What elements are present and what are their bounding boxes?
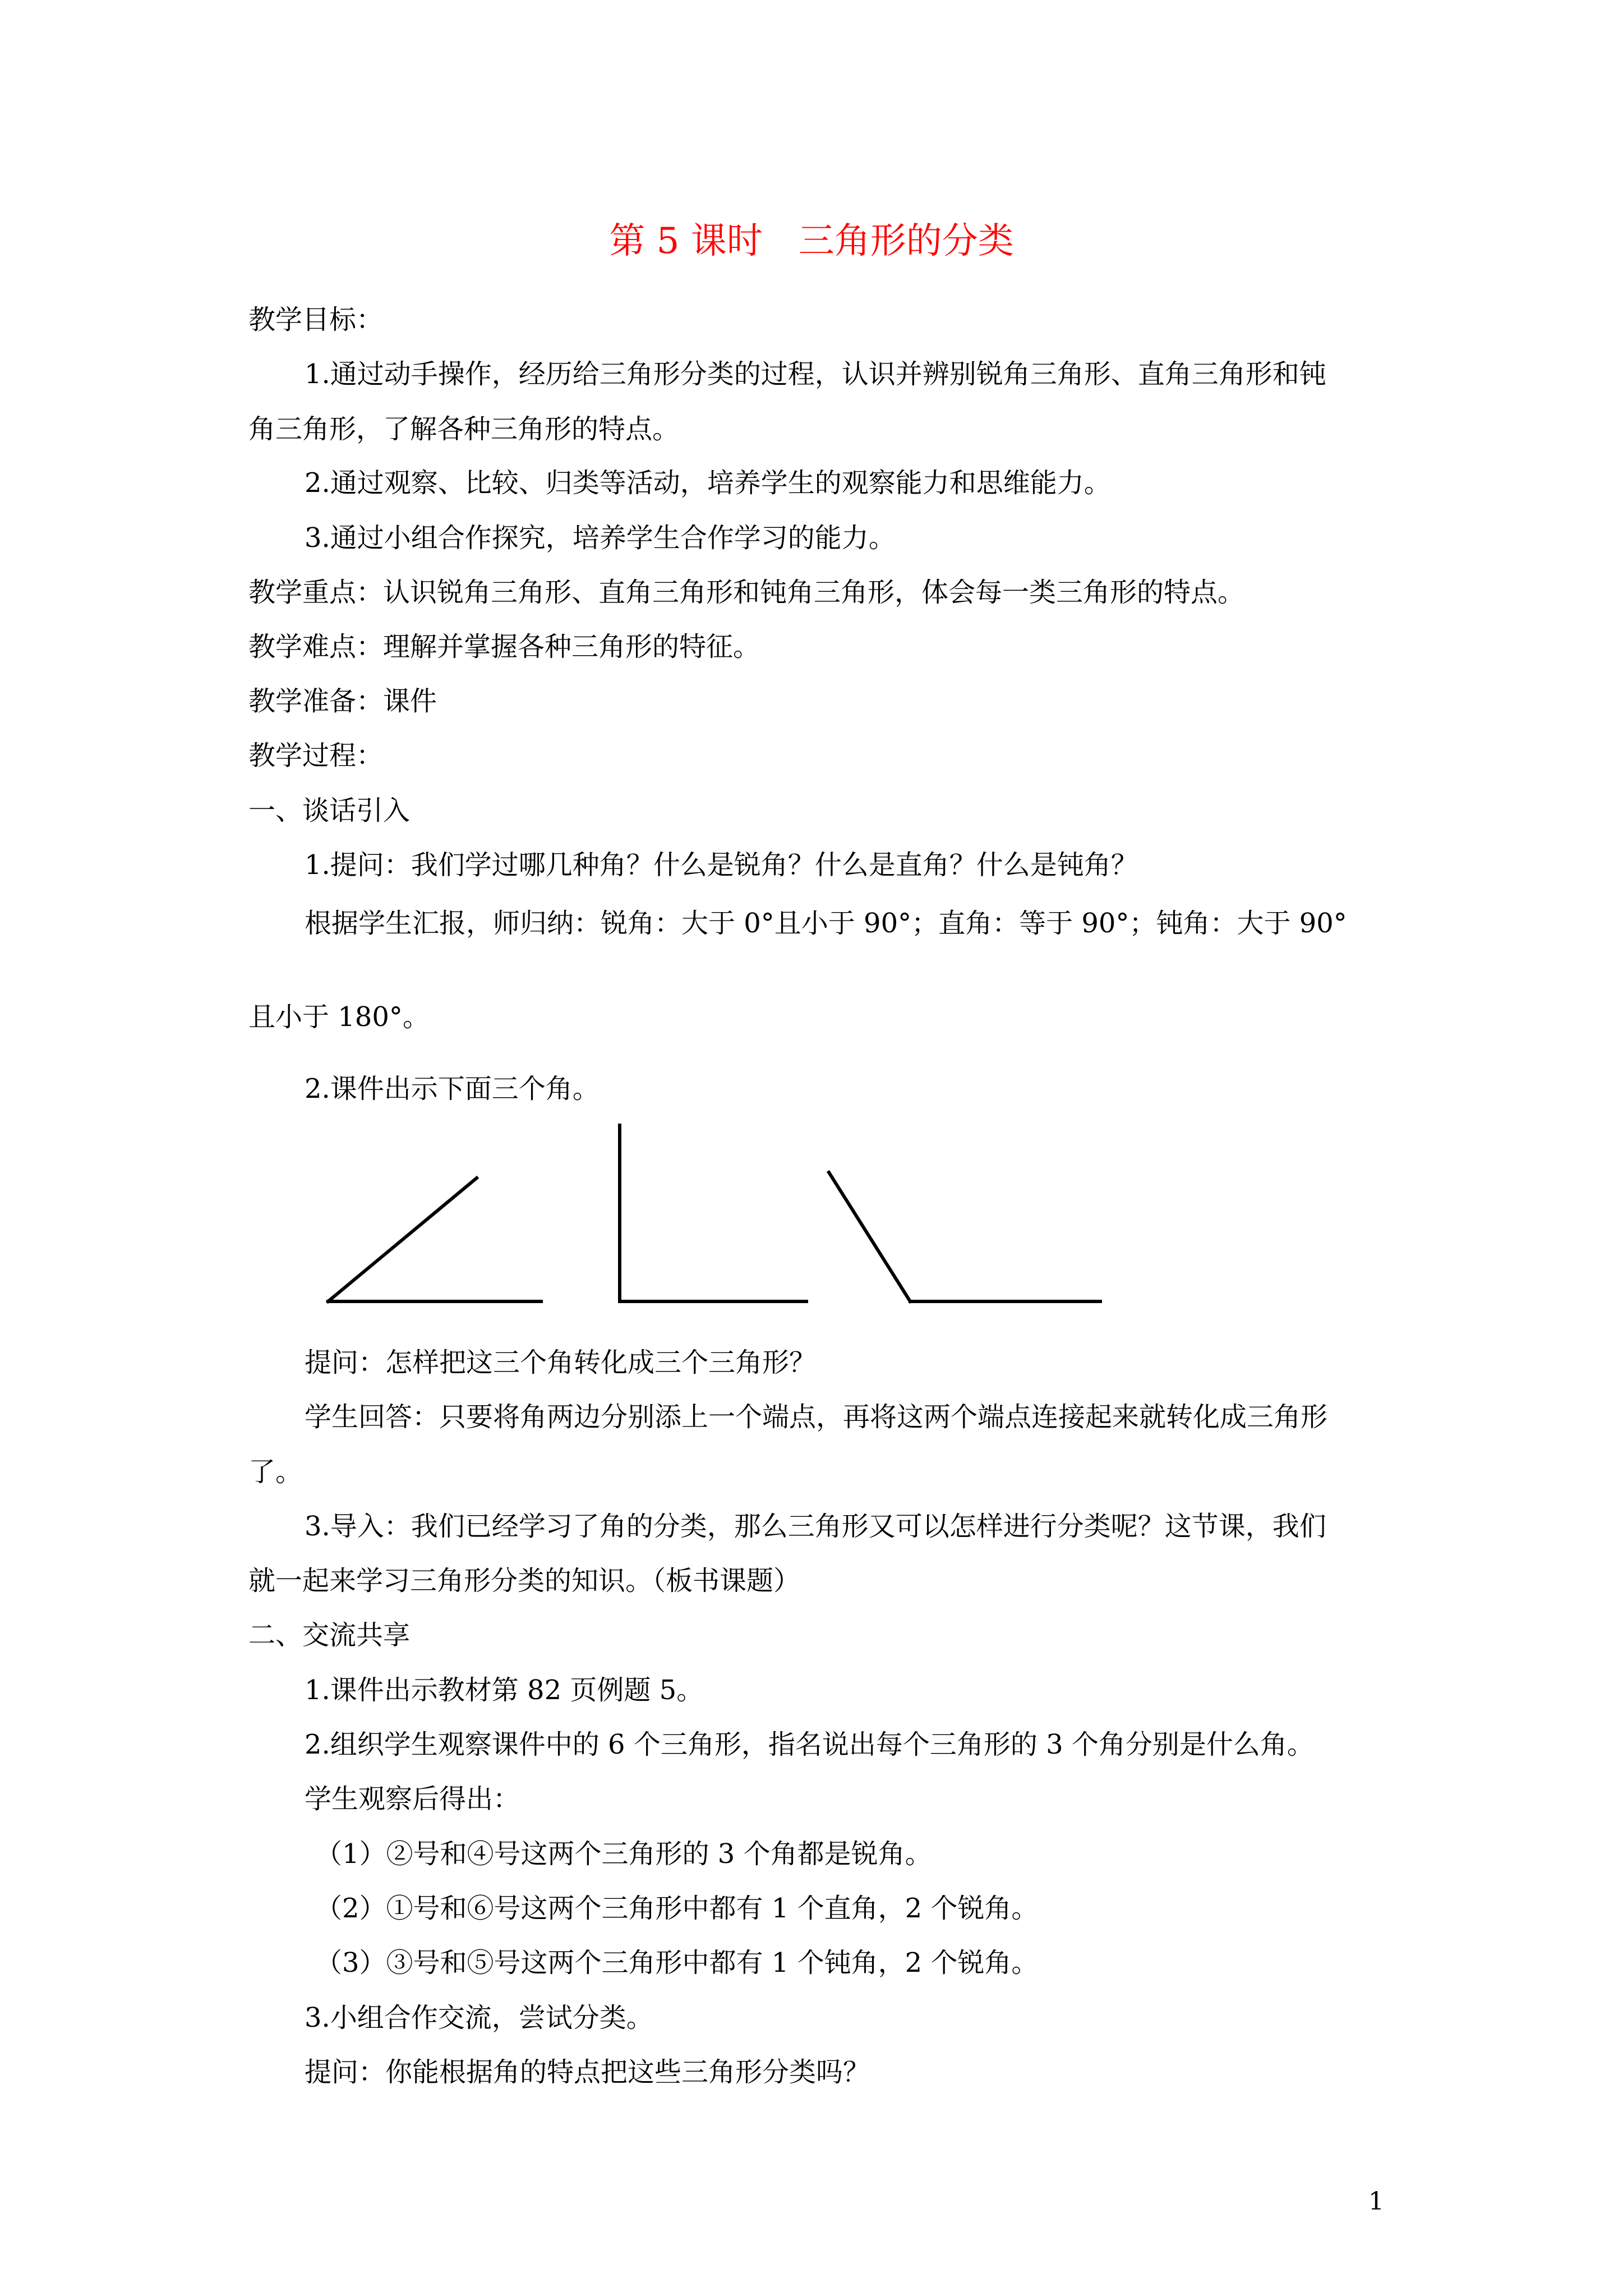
text-line: 1.课件出示教材第 82 页例题 5。	[305, 1674, 704, 1706]
section-heading-two: 二、交流共享	[248, 1619, 411, 1651]
list-item: （2）①号和⑥号这两个三角形中都有 1 个直角，2 个锐角。	[315, 1893, 1039, 1924]
text-line: 1.提问：我们学过哪几种角？什么是锐角？什么是直角？什么是钝角？	[305, 849, 1138, 881]
text-line: 角三角形，了解各种三角形的特点。	[248, 413, 680, 445]
lesson-title: 第 5 课时 三角形的分类	[609, 220, 1014, 262]
text-line: 根据学生汇报，师归纳：锐角：大于 0°且小于 90°；直角：等于 90°；钝角：大于 90°	[305, 908, 1347, 939]
three-angles-figure	[314, 1116, 1133, 1318]
text-line: 学生回答：只要将角两边分别添上一个端点，再将这两个端点连接起来就转化成三角形	[305, 1401, 1328, 1433]
text-line: 且小于 180°。	[248, 1001, 430, 1033]
list-item: （3）③号和⑤号这两个三角形中都有 1 个钝角，2 个锐角。	[315, 1947, 1039, 1978]
right-angle	[620, 1125, 806, 1301]
text-line: 3.导入：我们已经学习了角的分类，那么三角形又可以怎样进行分类呢？这节课，我们	[305, 1511, 1326, 1542]
text-line: 提问：你能根据角的特点把这些三角形分类吗？	[305, 2056, 870, 2088]
text-line-key-points: 教学重点：认识锐角三角形、直角三角形和钝角三角形，体会每一类三角形的特点。	[248, 577, 1245, 608]
text-line: 了。	[248, 1456, 303, 1488]
page-number: 1	[1368, 2187, 1384, 2216]
acute-angle	[328, 1178, 541, 1301]
text-line: 2.组织学生观察课件中的 6 个三角形，指名说出每个三角形的 3 个角分别是什么角。	[305, 1729, 1314, 1760]
text-line: 提问：怎样把这三个角转化成三个三角形？	[305, 1347, 817, 1378]
obtuse-angle	[829, 1172, 1100, 1301]
section-heading-one: 一、谈话引入	[248, 795, 411, 826]
text-line: 2.通过观察、比较、归类等活动，培养学生的观察能力和思维能力。	[305, 467, 1111, 499]
text-line-preparation: 教学准备：课件	[248, 685, 437, 717]
text-line-difficulties: 教学难点：理解并掌握各种三角形的特征。	[248, 631, 760, 662]
text-line: 学生观察后得出：	[305, 1783, 520, 1815]
text-line: 3.小组合作交流，尝试分类。	[305, 2002, 653, 2033]
text-line: 就一起来学习三角形分类的知识。（板书课题）	[248, 1565, 801, 1596]
text-line: 3.通过小组合作探究，培养学生合作学习的能力。	[305, 522, 896, 554]
text-line-objectives-heading: 教学目标：	[248, 304, 384, 335]
text-line: 1.通过动手操作，经历给三角形分类的过程，认识并辨别锐角三角形、直角三角形和钝	[305, 358, 1326, 390]
list-item: （1）②号和④号这两个三角形的 3 个角都是锐角。	[315, 1838, 932, 1870]
text-line: 2.课件出示下面三个角。	[305, 1073, 600, 1105]
text-line-process-heading: 教学过程：	[248, 740, 384, 771]
